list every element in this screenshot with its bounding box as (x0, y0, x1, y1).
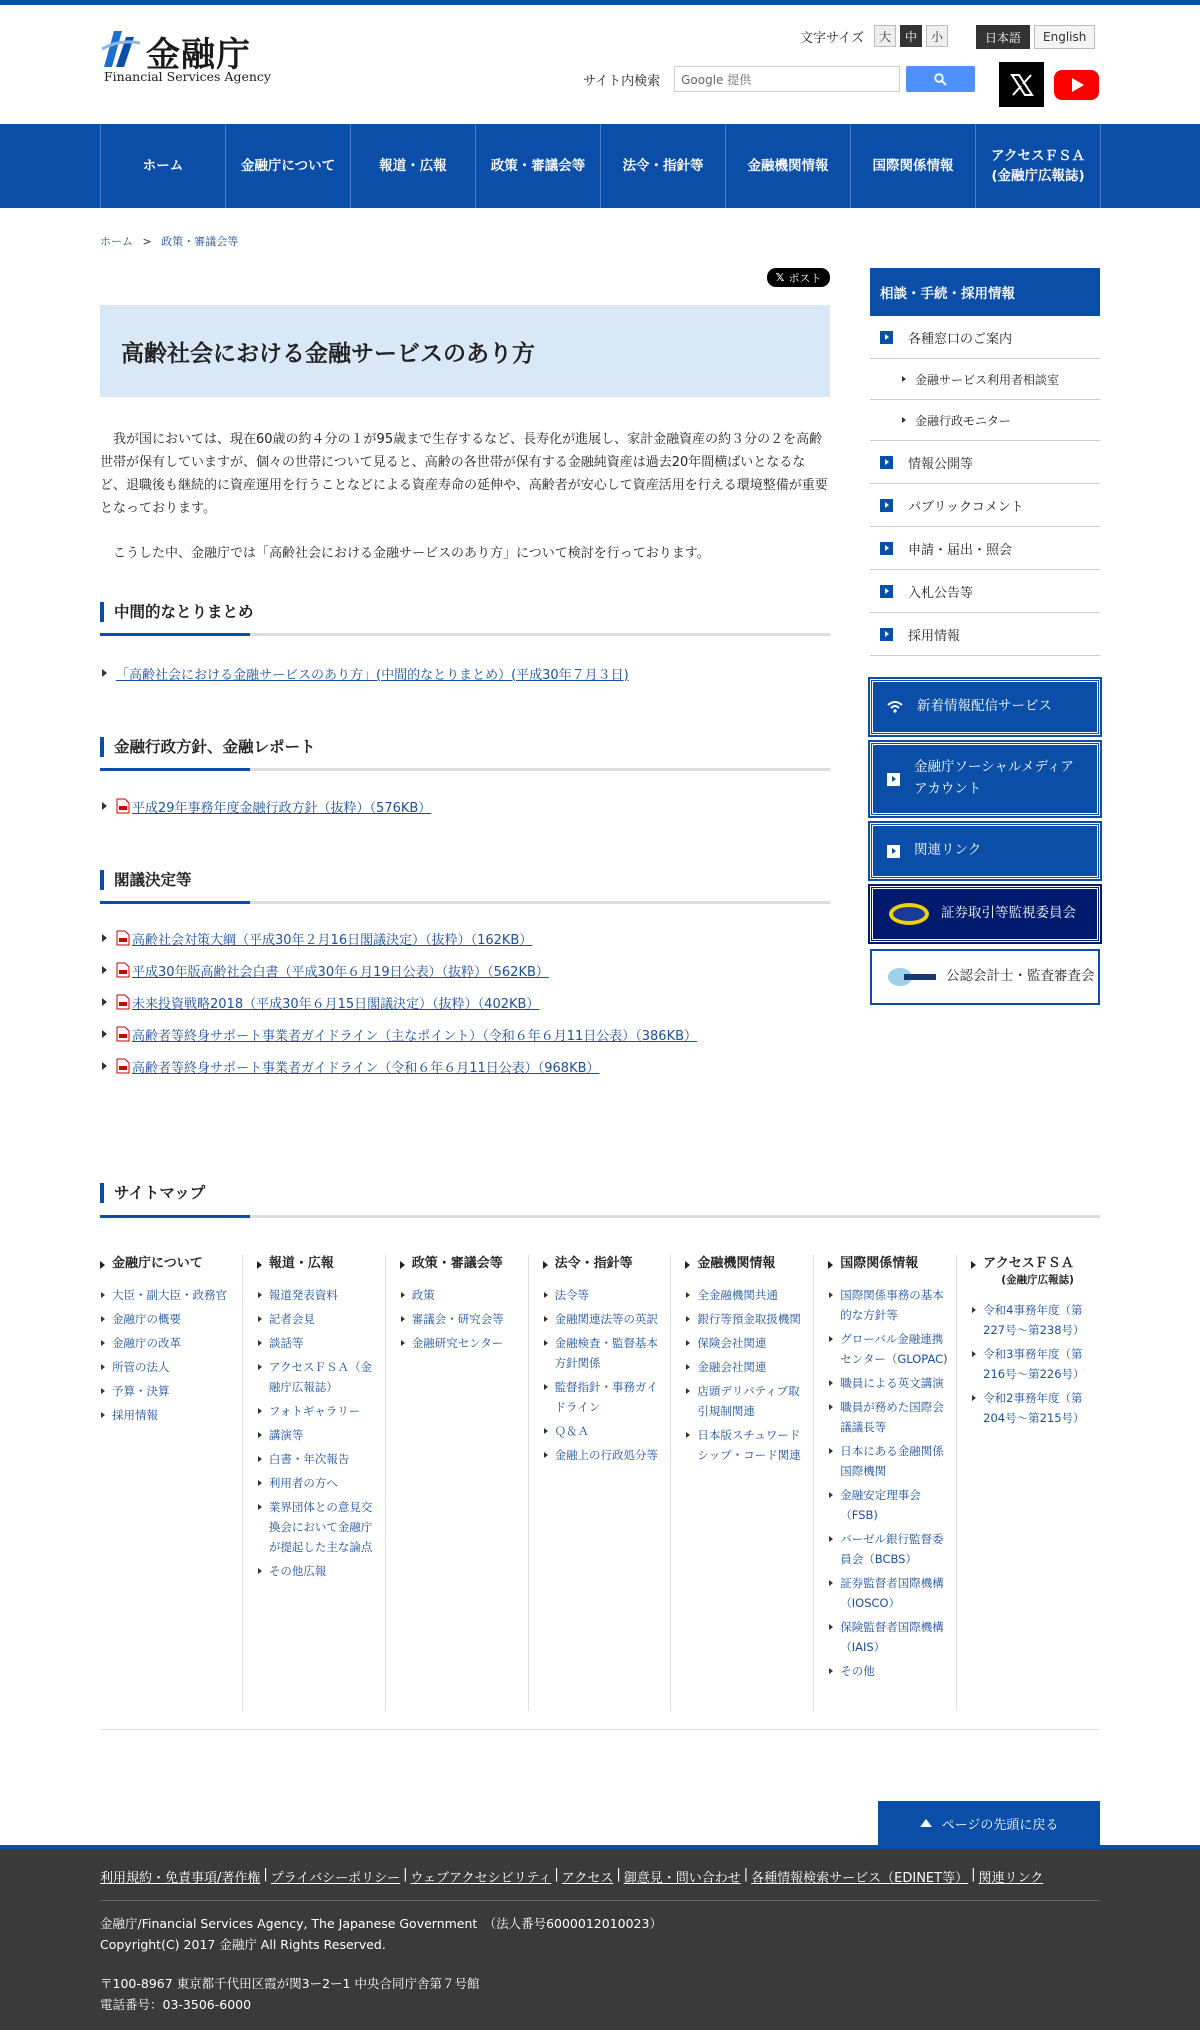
footer (0, 1845, 1200, 2030)
header (0, 5, 1200, 124)
footer-link-search-services[interactable]: 各種情報検索サービス（EDINET等） (751, 1871, 969, 1886)
sitemap-link[interactable]: 金融庁の概要 (100, 1309, 234, 1329)
breadcrumb-current[interactable]: 政策・審議会等 (161, 235, 239, 248)
sitemap-link[interactable]: 講演等 (257, 1425, 377, 1445)
sitemap-link[interactable]: 国際関係事務の基本的な方針等 (828, 1285, 948, 1325)
pdf-document-link[interactable]: 平成29年事務年度金融行政方針（抜粋）（576KB） (116, 797, 431, 816)
sitemap-link[interactable]: 白書・年次報告 (257, 1449, 377, 1469)
sitemap-link[interactable]: グローバル金融連携センター（GLOPAC) (828, 1329, 948, 1369)
sidebar-subitem-monitor[interactable]: 金融行政モニター (870, 400, 1100, 441)
nav-policy[interactable]: 政策・審議会等 (476, 124, 601, 208)
footer-link-related[interactable]: 関連リンク (978, 1871, 1044, 1886)
section-title: 閣議決定等 (100, 870, 192, 890)
arrow-square-icon (880, 331, 893, 344)
sitemap-link[interactable]: その他広報 (257, 1561, 377, 1581)
sitemap-column (243, 1255, 386, 1711)
fsa-logo[interactable] (100, 27, 270, 87)
cpaaob-logo-icon (886, 966, 938, 988)
arrow-square-icon (887, 773, 900, 786)
section-heading (100, 868, 830, 904)
link-list (100, 790, 830, 822)
sitemap-link[interactable]: 証券監督者国際機構（IOSCO） (828, 1573, 948, 1613)
pdf-document-link[interactable]: 未来投資戦略2018（平成30年６月15日閣議決定）（抜粋）（402KB） (116, 993, 539, 1012)
footer-org: 金融庁/Financial Services Agency, The Japanese Government （法人番号6000012010023） (100, 1916, 662, 1931)
breadcrumb-separator: > (142, 235, 152, 248)
logo-english-name: Financial Services Agency (104, 69, 271, 84)
sidebar-item-recruit[interactable]: 採用情報 (870, 613, 1100, 656)
sitemap-link[interactable]: 金融会社関連 (685, 1357, 805, 1377)
footer-link-terms[interactable]: 利用規約・免責事項/著作権 (100, 1871, 261, 1886)
nav-press[interactable]: 報道・広報 (351, 124, 476, 208)
list-item (100, 657, 830, 689)
sitemap-link[interactable]: 所管の法人 (100, 1357, 234, 1377)
pdf-document-link[interactable]: 高齢者等終身サポート事業者ガイドライン（主なポイント）（令和６年６月11日公表）（386KB） (116, 1025, 697, 1044)
sitemap (100, 1255, 1100, 1711)
arrow-square-icon (880, 499, 893, 512)
search-input[interactable]: Google 提供 (674, 66, 900, 92)
pdf-icon (116, 1026, 130, 1042)
cpaaob-banner[interactable]: 公認会計士・監査審査会 (870, 949, 1100, 1005)
arrow-square-icon (887, 845, 900, 858)
document-link[interactable]: 「高齢社会における金融サービスのあり方」(中間的なとりまとめ）(平成30年７月３日) (116, 667, 629, 683)
list-item (100, 954, 830, 986)
footer-org-info (100, 1913, 662, 1955)
sitemap-link[interactable]: 審議会・研究会等 (400, 1309, 520, 1329)
list-item (100, 922, 830, 954)
sitemap-column (957, 1255, 1100, 1711)
sitemap-link[interactable]: 金融関連法等の英訳 (543, 1309, 663, 1329)
sitemap-column (529, 1255, 672, 1711)
sitemap-link[interactable]: 職員が務めた国際会議議長等 (828, 1397, 948, 1437)
search-button[interactable] (906, 66, 975, 92)
sitemap-link[interactable]: 法令等 (543, 1285, 663, 1305)
nav-international[interactable]: 国際関係情報 (851, 124, 976, 208)
font-size-label: 文字サイズ (800, 30, 864, 46)
sidebar-subitem-consultation[interactable]: 金融サービス利用者相談室 (870, 359, 1100, 400)
font-size-small-button[interactable]: 小 (926, 25, 948, 47)
section-title: 中間的なとりまとめ (100, 602, 254, 622)
sitemap-column-title[interactable]: 政策・審議会等 (400, 1255, 520, 1273)
lang-english-button[interactable]: English (1034, 25, 1095, 49)
sitemap-link[interactable]: 金融上の行政処分等 (543, 1445, 663, 1465)
site-search (583, 66, 975, 92)
section-title: 金融行政方針、金融レポート (100, 737, 316, 757)
sitemap-column (100, 1255, 243, 1711)
sitemap-link[interactable]: 金融研究センター (400, 1333, 520, 1353)
rss-service-button[interactable]: 新着情報配信サービス (870, 679, 1100, 735)
sitemap-link[interactable]: 日本版スチュワードシップ・コード関連 (685, 1425, 805, 1465)
section-heading (100, 600, 830, 636)
arrow-square-icon (880, 585, 893, 598)
sitemap-link[interactable]: 日本にある金融関係国際機関 (828, 1441, 948, 1481)
sitemap-link[interactable]: 報道発表資料 (257, 1285, 377, 1305)
arrow-square-icon (880, 628, 893, 641)
sitemap-link[interactable]: 金融庁の改革 (100, 1333, 234, 1353)
sitemap-link[interactable]: 政策 (400, 1285, 520, 1305)
sidebar (870, 268, 1100, 1005)
sitemap-link[interactable]: Ｑ＆Ａ (543, 1421, 663, 1441)
sitemap-heading: サイトマップ (100, 1178, 1100, 1218)
x-small-icon: 𝕏 (775, 271, 785, 284)
arrow-square-icon (880, 542, 893, 555)
sitemap-link[interactable]: 銀行等預金取扱機関 (685, 1309, 805, 1329)
list-item (100, 1050, 830, 1082)
x-social-icon[interactable] (999, 62, 1044, 107)
related-links-button[interactable]: 関連リンク (870, 823, 1100, 879)
footer-link-access[interactable]: アクセス (561, 1871, 614, 1886)
page-title: 高齢社会における金融サービスのあり方 (100, 305, 830, 397)
sitemap-link[interactable]: アクセスＦＳＡ（金融庁広報誌） (257, 1357, 377, 1397)
sitemap-column (386, 1255, 529, 1711)
pdf-icon (116, 994, 130, 1010)
sitemap-link[interactable]: 職員による英文講演 (828, 1373, 948, 1393)
footer-links: 利用規約・免責事項/著作権 | プライバシーポリシー | ウェブアクセシビリティ | アクセス | 御意見・問い合わせ | 各種情報検索サービス（EDINET等） | 関連リンク (100, 1867, 1044, 1886)
pdf-document-link[interactable]: 高齢者等終身サポート事業者ガイドライン（令和６年６月11日公表）（968KB） (116, 1057, 600, 1076)
pdf-document-link[interactable]: 平成30年版高齢社会白書（平成30年６月19日公表）（抜粋）（562KB） (116, 961, 549, 980)
share-label: ポスト (788, 271, 822, 285)
sitemap-column-title[interactable]: 国際関係情報 (828, 1255, 948, 1273)
link-list (100, 657, 830, 689)
sidebar-item-disclosure[interactable]: 情報公開等 (870, 441, 1100, 484)
sesc-logo-icon (887, 901, 931, 927)
font-size-switcher (800, 25, 948, 47)
divider (100, 1729, 1100, 1730)
pdf-icon (116, 798, 130, 814)
sidebar-item-applications[interactable]: 申請・届出・照会 (870, 527, 1100, 570)
nav-access-fsa[interactable]: アクセスＦＳＡ (金融庁広報誌) (976, 124, 1101, 208)
footer-link-accessibility[interactable]: ウェブアクセシビリティ (410, 1871, 552, 1886)
intro-paragraph: こうした中、金融庁では「高齢社会における金融サービスのあり方」について検討を行っております。 (113, 546, 710, 561)
wifi-icon (887, 699, 903, 715)
lang-japanese-button[interactable]: 日本語 (976, 25, 1030, 49)
footer-copyright: Copyright(C) 2017 金融庁 All Rights Reserved. (100, 1937, 386, 1952)
intro-text (100, 428, 830, 587)
sitemap-link[interactable]: 大臣・副大臣・政務官 (100, 1285, 234, 1305)
nav-institutions[interactable]: 金融機関情報 (726, 124, 851, 208)
sitemap-column-title[interactable]: 報道・広報 (257, 1255, 377, 1273)
sitemap-link[interactable]: 令和2事務年度（第204号〜第215号） (971, 1388, 1092, 1428)
share-on-x-button[interactable] (767, 268, 830, 287)
link-list (100, 922, 830, 1082)
footer-tel: 電話番号：03-3506-6000 (100, 1997, 252, 2012)
youtube-logo-icon (1054, 68, 1099, 102)
sitemap-link[interactable]: 談話等 (257, 1333, 377, 1353)
sitemap-link[interactable]: 記者会見 (257, 1309, 377, 1329)
list-item (100, 1018, 830, 1050)
intro-paragraph: 我が国においては、現在60歳の約４分の１が95歳まで生存するなど、長寿化が進展し、家計金融資産の約３分の２を高齢世帯が保有していますが、個々の世帯について見ると、高齢の各世帯が保有する金融純資産は過去20年間横ばいとなるなど、退職後も継続的に資産運用を行うことなどによる資産寿命の延伸や、高齢者が安心して資産活用を行える環境整備が重要となっております。 (100, 432, 828, 516)
sitemap-column-title[interactable]: 法令・指針等 (543, 1255, 663, 1273)
youtube-social-icon[interactable] (1054, 62, 1099, 107)
footer-address: 〒100-8967 東京都千代田区霞が関3ー2ー1 中央合同庁舎第７号館 (100, 1976, 480, 1991)
sidebar-item-bids[interactable]: 入札公告等 (870, 570, 1100, 613)
sidebar-heading: 相談・手続・採用情報 (870, 268, 1100, 316)
back-to-top-button[interactable]: ページの先頭に戻る (878, 1801, 1100, 1845)
sitemap-link[interactable]: 利用者の方へ (257, 1473, 377, 1493)
search-icon (934, 73, 947, 86)
sitemap-link[interactable]: 保険監督者国際機構（IAIS） (828, 1617, 948, 1657)
sitemap-link[interactable]: 監督指針・事務ガイドライン (543, 1377, 663, 1417)
search-label: サイト内検索 (583, 73, 661, 89)
font-size-medium-button[interactable]: 中 (900, 25, 922, 47)
font-size-large-button[interactable]: 大 (874, 25, 896, 47)
nav-home[interactable]: ホーム (101, 124, 226, 208)
sitemap-link[interactable]: 保険会社関連 (685, 1333, 805, 1353)
fsa-logo-icon (100, 29, 142, 69)
footer-address-block (100, 1973, 480, 2015)
pdf-icon (116, 962, 130, 978)
list-item (100, 986, 830, 1018)
nav-laws[interactable]: 法令・指針等 (601, 124, 726, 208)
pdf-document-link[interactable]: 高齢社会対策大綱（平成30年２月16日閣議決定）（抜粋）（162KB） (116, 929, 532, 948)
sidebar-item-public-comment[interactable]: パブリックコメント (870, 484, 1100, 527)
sitemap-link[interactable]: 金融検査・監督基本方針関係 (543, 1333, 663, 1373)
sitemap-link[interactable]: 採用情報 (100, 1405, 234, 1425)
sitemap-link[interactable]: 令和3事務年度（第216号〜第226号） (971, 1344, 1092, 1384)
arrow-square-icon (880, 456, 893, 469)
list-item (100, 790, 830, 822)
breadcrumb-home[interactable]: ホーム (100, 235, 133, 248)
footer-divider (100, 1900, 1100, 1901)
sitemap-column-title[interactable]: 金融機関情報 (685, 1255, 805, 1273)
sitemap-link[interactable]: 全金融機関共通 (685, 1285, 805, 1305)
footer-link-contact[interactable]: 御意見・問い合わせ (623, 1871, 741, 1886)
sitemap-column (814, 1255, 957, 1711)
sitemap-link[interactable]: 令和4事務年度（第227号〜第238号） (971, 1300, 1092, 1340)
social-media-button[interactable]: 金融庁ソーシャルメディア アカウント (870, 742, 1100, 816)
sidebar-item-contact[interactable]: 各種窓口のご案内 (870, 316, 1100, 359)
nav-about[interactable]: 金融庁について (226, 124, 351, 208)
sitemap-link[interactable]: 店頭デリバティブ取引規制関連 (685, 1381, 805, 1421)
language-switcher (976, 25, 1095, 49)
sitemap-link[interactable]: 金融安定理事会（FSB) (828, 1485, 948, 1525)
sitemap-link[interactable]: 業界団体との意見交換会において金融庁が提起した主な論点 (257, 1497, 377, 1557)
global-nav (0, 124, 1200, 208)
sitemap-link[interactable]: 予算・決算 (100, 1381, 234, 1401)
footer-link-privacy[interactable]: プライバシーポリシー (270, 1871, 401, 1886)
breadcrumb (100, 233, 238, 249)
sitemap-column-title[interactable]: 金融庁について (100, 1255, 234, 1273)
sitemap-link[interactable]: その他 (828, 1661, 948, 1681)
pdf-icon (116, 1058, 130, 1074)
sitemap-link[interactable]: フォトギャラリー (257, 1401, 377, 1421)
section-heading (100, 735, 830, 771)
pdf-icon (116, 930, 130, 946)
sesc-banner[interactable]: 証券取引等監視委員会 (870, 886, 1100, 942)
sitemap-link[interactable]: バーゼル銀行監督委員会（BCBS） (828, 1529, 948, 1569)
sitemap-column-title[interactable]: アクセスＦＳＡ (金融庁広報誌) (971, 1255, 1092, 1288)
x-logo-icon (1009, 72, 1035, 98)
sitemap-column (671, 1255, 814, 1711)
logo-japanese-name: 金融庁 (146, 35, 251, 75)
